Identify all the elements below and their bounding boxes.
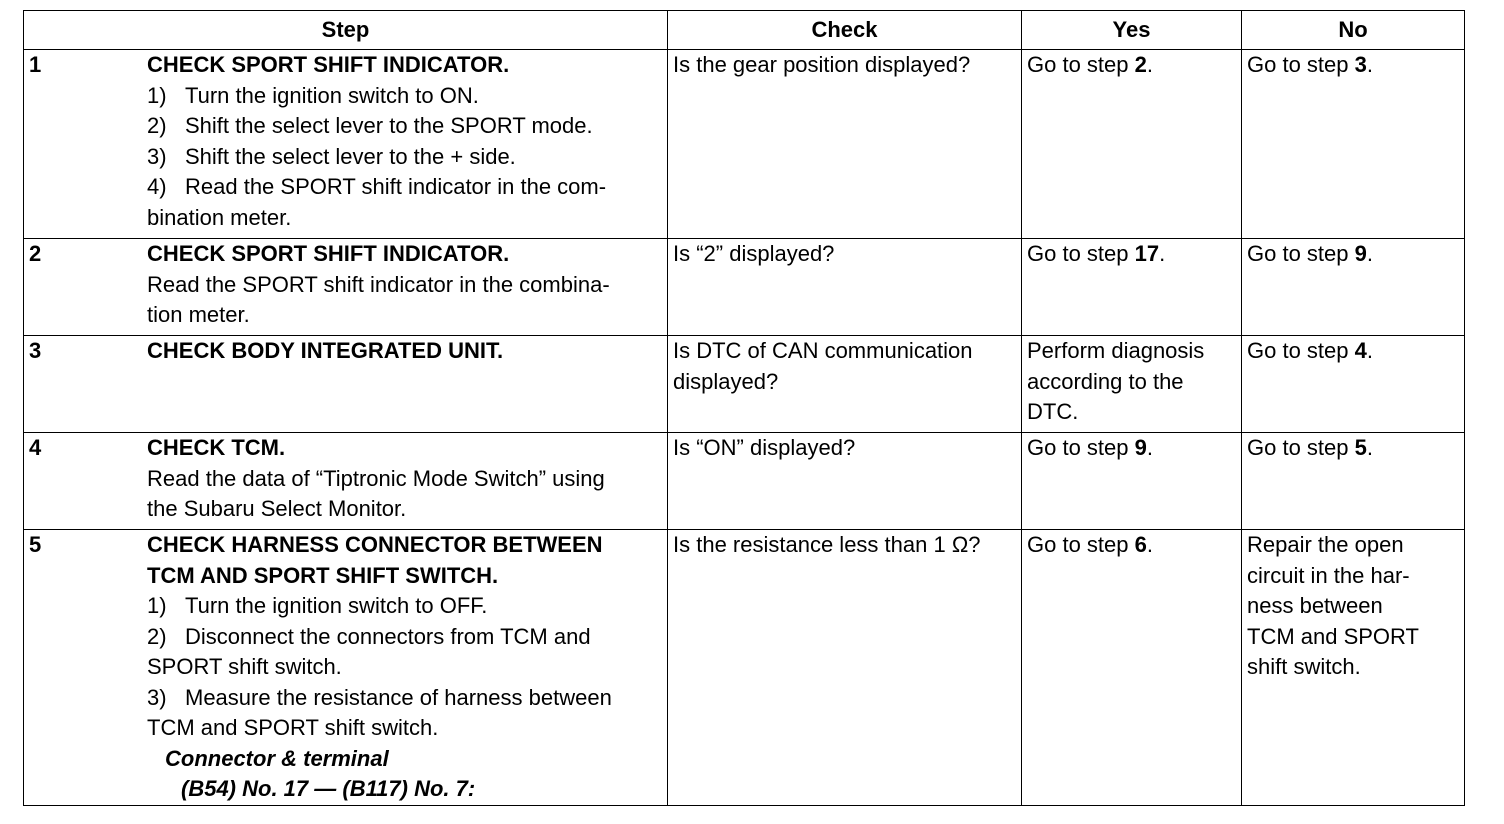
step-title: CHECK SPORT SHIFT INDICATOR. <box>147 52 510 77</box>
yes-step-ref: 17 <box>1134 241 1160 266</box>
step-instruction: 1) Turn the ignition switch to OFF. <box>147 593 488 618</box>
step-description: Read the SPORT shift indicator in the combina- <box>147 271 610 297</box>
yes-step-ref: 6 <box>1134 532 1147 557</box>
table-row <box>24 50 1465 239</box>
step-title: CHECK TCM. <box>147 435 286 460</box>
step-cell <box>24 530 668 806</box>
step-instruction: 3) Shift the select lever to the + side. <box>147 143 516 169</box>
no-cell: Go to step 3. <box>1242 50 1465 239</box>
connector-label: Connector & terminal <box>165 745 389 771</box>
step-instruction: 1) Turn the ignition switch to ON. <box>147 82 479 108</box>
no-step-ref: 9 <box>1354 241 1367 266</box>
no-cell: Repair the open circuit in the har- ness between TCM and SPORT shift switch. <box>1242 530 1465 806</box>
header-no: No <box>1242 11 1465 50</box>
step-instruction-cont: SPORT shift switch. <box>147 654 342 679</box>
step-number: 1 <box>29 52 42 77</box>
step-number: 4 <box>29 435 42 460</box>
no-step-ref: 3 <box>1354 52 1367 77</box>
step-instruction: 3) Measure the resistance of harness between <box>147 684 612 710</box>
step-instruction: 2) Disconnect the connectors from TCM and <box>147 623 591 649</box>
step-number: 5 <box>29 532 42 557</box>
header-yes: Yes <box>1022 11 1242 50</box>
step-cell <box>24 336 668 433</box>
check-cell: Is the gear position displayed? <box>668 50 1022 239</box>
header-check: Check <box>668 11 1022 50</box>
table-row <box>24 336 1465 433</box>
yes-step-ref: 9 <box>1134 435 1147 460</box>
no-cell: Go to step 9. <box>1242 239 1465 336</box>
step-number: 3 <box>29 338 42 363</box>
check-cell: Is the resistance less than 1 Ω? <box>668 530 1022 806</box>
yes-step-ref: 2 <box>1134 52 1147 77</box>
step-instruction-cont: TCM and SPORT shift switch. <box>147 715 439 740</box>
step-instruction-cont: bination meter. <box>147 204 292 230</box>
step-number: 2 <box>29 241 42 266</box>
no-cell: Go to step 4. <box>1242 336 1465 433</box>
step-description: Read the data of “Tiptronic Mode Switch” using <box>147 465 605 491</box>
step-description-cont: the Subaru Select Monitor. <box>147 496 407 521</box>
step-instruction: 2) Shift the select lever to the SPORT mode. <box>147 113 593 138</box>
yes-cell: Go to step 9. <box>1022 433 1242 530</box>
header-row <box>24 11 1465 50</box>
no-cell: Go to step 5. <box>1242 433 1465 530</box>
step-title-cont: TCM AND SPORT SHIFT SWITCH. <box>147 562 499 588</box>
check-cell: Is DTC of CAN communication displayed? <box>668 336 1022 433</box>
step-instruction: 4) Read the SPORT shift indicator in the com- <box>147 174 607 199</box>
step-title: CHECK SPORT SHIFT INDICATOR. <box>147 241 510 266</box>
yes-cell: Go to step 17. <box>1022 239 1242 336</box>
step-cell <box>24 239 668 336</box>
step-description-cont: tion meter. <box>147 302 250 327</box>
table-row <box>24 530 1465 806</box>
check-cell: Is “ON” displayed? <box>668 433 1022 530</box>
connector-value: (B54) No. 17 — (B117) No. 7: <box>181 776 476 801</box>
check-cell: Is “2” displayed? <box>668 239 1022 336</box>
no-step-ref: 5 <box>1354 435 1367 460</box>
yes-cell: Perform diagnosis according to the DTC. <box>1022 336 1242 433</box>
header-step: Step <box>24 11 668 50</box>
yes-cell: Go to step 6. <box>1022 530 1242 806</box>
diagnostic-table <box>23 10 1465 806</box>
step-title: CHECK HARNESS CONNECTOR BETWEEN <box>147 532 603 557</box>
step-title: CHECK BODY INTEGRATED UNIT. <box>147 338 504 363</box>
step-cell <box>24 50 668 239</box>
no-step-ref: 4 <box>1354 338 1367 363</box>
table-row <box>24 239 1465 336</box>
yes-cell: Go to step 2. <box>1022 50 1242 239</box>
step-cell <box>24 433 668 530</box>
table-row <box>24 433 1465 530</box>
